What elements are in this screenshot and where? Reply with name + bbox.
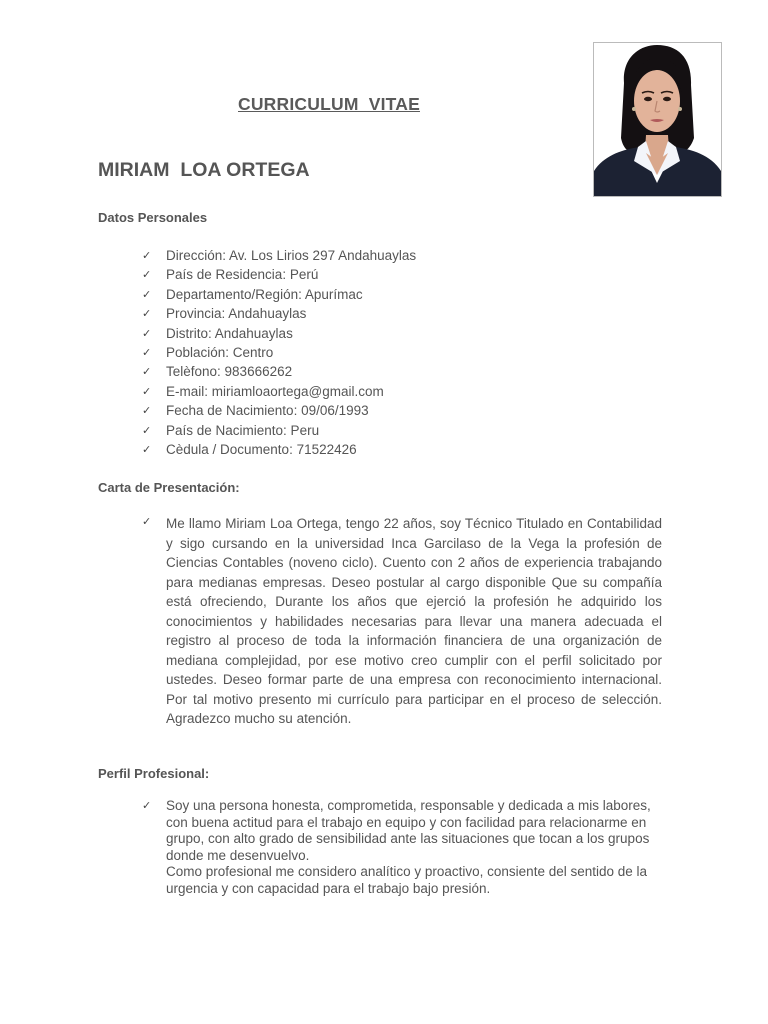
check-mark-icon: ✓: [142, 365, 152, 379]
check-mark-icon: ✓: [142, 515, 152, 528]
section-heading-carta: Carta de Presentación:: [98, 480, 240, 495]
list-item-provincia: ✓ Provincia: Andahuaylas: [142, 304, 562, 323]
list-item-departamento: ✓ Departamento/Región: Apurímac: [142, 285, 562, 304]
person-name: MIRIAM LOA ORTEGA: [98, 159, 310, 181]
check-mark-icon: ✓: [142, 268, 152, 282]
list-item-poblacion: ✓ Población: Centro: [142, 343, 562, 362]
cover-letter-item: [142, 514, 662, 729]
list-item-email: ✓ E-mail: miriamloaortega@gmail.com: [142, 382, 562, 401]
list-item-telefono: ✓ Telèfono: 983666262: [142, 362, 562, 381]
check-mark-icon: ✓: [142, 404, 152, 418]
check-mark-icon: ✓: [142, 307, 152, 321]
section-heading-datos-personales: Datos Personales: [98, 210, 208, 225]
profile-item: [142, 798, 666, 898]
check-mark-icon: ✓: [142, 345, 152, 359]
list-item-pais-nacimiento: ✓ País de Nacimiento: Peru: [142, 421, 562, 440]
list-item-direccion: ✓ Dirección: Av. Los Lirios 297 Andahuaylas: [142, 246, 562, 265]
list-item-pais-residencia: ✓ País de Residencia: Perú: [142, 265, 562, 284]
check-mark-icon: ✓: [142, 326, 152, 340]
check-mark-icon: ✓: [142, 423, 152, 437]
cover-letter-text: Me llamo Miriam Loa Ortega, tengo 22 años, soy Técnico Titulado en Contabilidad y sigo cursando en la universidad Inca Garcilaso de la Vega la profesión de Ciencias Contables (noveno ciclo). Cuento con 2 años de experiencia trabajando para medianas empresas. Deseo postular al cargo disponible Que su compañía está ofreciendo, Durante los años que ejerció la profesión he adquirido los conocimientos y habilidades necesarias para llevar una manera adecuada el registro al proceso de toda la información financiera de una organización de mediana complejidad, por ese motivo creo cumplir con el perfil solicitado por ustedes. Deseo formar parte de una empresa con reconocimiento internacional. Por tal motivo presento mi currículo para participar en el proceso de selección. Agradezco mucho su atención.: [166, 516, 662, 726]
profile-photo: [593, 42, 722, 197]
list-item-cedula: ✓ Cèdula / Documento: 71522426: [142, 440, 562, 459]
list-item-distrito: ✓ Distrito: Andahuaylas: [142, 324, 562, 343]
document-title: CURRICULUM VITAE: [238, 94, 420, 114]
check-mark-icon: ✓: [142, 249, 152, 262]
personal-data-list: [142, 246, 562, 459]
profile-text-1: Soy una persona honesta, comprometida, responsable y dedicada a mis labores, con buena actitud para el trabajo en equipo y con facilidad para relacionarme en grupo, con alto grado de sensibilidad ante las situaciones que tocan a los grupos donde me desenvuelvo.: [166, 798, 651, 863]
check-mark-icon: ✓: [142, 384, 152, 398]
list-item-fecha-nacimiento: ✓ Fecha de Nacimiento: 09/06/1993: [142, 401, 562, 420]
check-mark-icon: ✓: [142, 442, 152, 456]
section-heading-perfil: Perfil Profesional:: [98, 766, 210, 781]
check-mark-icon: ✓: [142, 287, 152, 301]
check-mark-icon: ✓: [142, 799, 152, 812]
profile-text-2: Como profesional me considero analítico y proactivo, consiente del sentido de la urgencia y con capacidad para el trabajo bajo presión.: [166, 864, 648, 896]
